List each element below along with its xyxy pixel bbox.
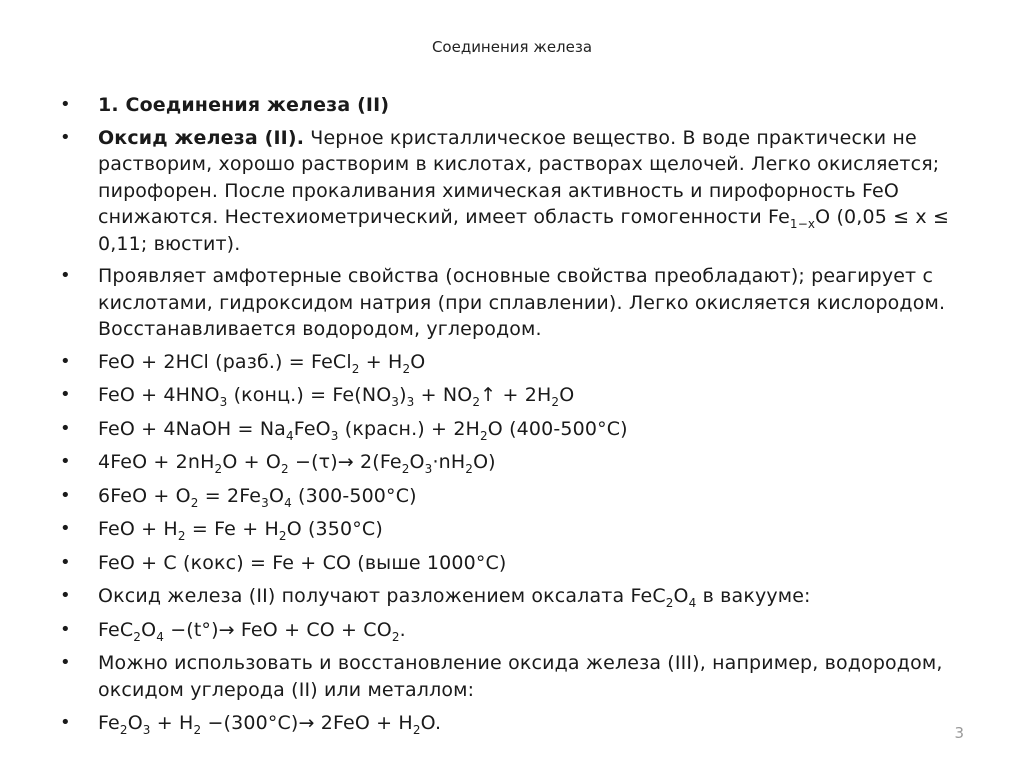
reaction-text: −(τ)→ 2(Fe	[288, 451, 402, 473]
reaction-item	[58, 550, 958, 577]
description-text: O	[673, 585, 689, 607]
subscript: 2	[391, 629, 400, 644]
reaction-text: + H	[150, 712, 194, 734]
reaction-text: O	[559, 384, 575, 406]
reaction-text: FeO + 2HCl (разб.) = FeCl	[98, 350, 352, 373]
subscript: 2	[472, 395, 481, 409]
description-text: Оксид железа (II) получают разложением оксалата FeC	[98, 585, 666, 607]
reaction-text: FeO + C (кокс) = Fe + CO (выше 1000°C)	[98, 551, 507, 574]
reaction-item	[58, 710, 958, 737]
subscript: 2	[133, 629, 142, 644]
reaction-text: O (350°C)	[286, 518, 383, 540]
reaction-item	[58, 416, 958, 443]
reaction-text: O (400-500°C)	[487, 417, 628, 440]
reaction-item	[58, 449, 958, 476]
reaction-item	[58, 382, 958, 409]
reaction-text: O)	[473, 451, 496, 473]
reaction-text: O.	[420, 712, 442, 734]
subscript: 3	[261, 495, 269, 510]
reaction-item	[58, 349, 958, 376]
formula-subscript: 1−x	[789, 217, 816, 231]
reaction-text: (300-500°C)	[291, 484, 417, 507]
subscript: 4	[156, 629, 164, 644]
bullet-list	[58, 92, 958, 744]
subscript: 2	[480, 428, 488, 443]
slide-title: Соединения железа	[431, 38, 593, 56]
reaction-text: ↑ + 2H	[480, 384, 552, 406]
reaction-text: FeO + 4HNO	[98, 384, 220, 406]
reaction-text: FeC	[98, 618, 134, 641]
subscript: 2	[119, 723, 128, 737]
reaction-text: + NO	[414, 384, 473, 406]
description-text: Черное кристаллическое вещество. В воде практически не растворим, хорошо растворим в кислотах, растворах щелочей. Легко окисляется; пирофорен. После прокаливания химическая активность и пирофорность FeO снижаются. Нестехиометрический, имеет область гомогенности	[98, 126, 940, 228]
reaction-text: O	[268, 484, 285, 507]
subscript: 2	[402, 361, 411, 376]
reaction-text: −(t°)→ FeO + CO + CO	[164, 618, 392, 641]
subscript: 3	[142, 723, 151, 737]
reaction-text: FeO + H	[98, 518, 178, 540]
reaction-text: (конц.) = Fe(NO	[227, 384, 392, 406]
reaction-text: FeO + 4NaOH = Na	[98, 417, 286, 440]
subscript: 4	[688, 596, 697, 610]
reaction-text: Fe	[98, 712, 120, 734]
list-item	[58, 92, 958, 119]
reaction-item	[58, 483, 958, 510]
list-item	[58, 650, 958, 703]
section-heading: 1. Соединения железа (II)	[98, 94, 390, 116]
reaction-text: (красн.) + 2H	[338, 417, 480, 440]
description-text: в вакууме:	[696, 585, 811, 607]
list-item	[58, 125, 958, 258]
subscript: 3	[219, 395, 228, 409]
subscript: 2	[193, 723, 202, 737]
term-heading: Оксид железа (II).	[98, 126, 305, 149]
reaction-text: FeO	[293, 417, 331, 440]
subscript: 2	[190, 495, 199, 510]
subscript: 3	[391, 395, 400, 409]
reaction-item	[58, 617, 958, 644]
subscript: 2	[401, 462, 410, 476]
subscript: 2	[177, 529, 186, 543]
reaction-text: O	[127, 712, 143, 734]
subscript: 4	[285, 428, 294, 443]
subscript: 2	[465, 462, 474, 476]
subscript: 4	[284, 495, 292, 510]
list-item	[58, 583, 958, 610]
reaction-text: O + O	[222, 451, 282, 473]
formula-text: O (0,05 ≤ x ≤ 0,11; вюстит).	[98, 206, 950, 255]
subscript: 2	[351, 361, 360, 376]
list-item	[58, 263, 958, 343]
page-number: 3	[954, 724, 964, 742]
subscript: 3	[424, 462, 433, 476]
reaction-text: .	[399, 618, 406, 641]
reaction-text: + H	[359, 350, 403, 373]
reaction-text: 6FeO + O	[98, 484, 191, 507]
formula-text: Fe	[768, 206, 790, 228]
subscript: 2	[665, 596, 674, 610]
reaction-text: = Fe + H	[185, 518, 279, 540]
reaction-text: O	[141, 618, 157, 641]
reaction-item	[58, 516, 958, 543]
subscript: 3	[406, 395, 415, 409]
subscript: 2	[551, 395, 560, 409]
reaction-text: ·nH	[432, 451, 466, 473]
reaction-text: O	[410, 350, 426, 373]
reaction-text: O	[409, 451, 425, 473]
subscript: 2	[281, 462, 289, 476]
reaction-text: = 2Fe	[198, 484, 262, 507]
reaction-text: )	[399, 384, 407, 406]
description-text: Можно использовать и восстановление оксида железа (III), например, водородом, оксидом углерода (II) или металлом:	[98, 652, 943, 701]
subscript: 2	[214, 462, 223, 476]
subscript: 3	[330, 428, 339, 443]
description-text: Проявляет амфотерные свойства (основные свойства преобладают); реагирует с кислотами, гидроксидом натрия (при сплавлении). Легко окисляется кислородом. Восстанавливается водородом, углеродом.	[98, 265, 946, 340]
reaction-text: −(300°C)→ 2FeO + H	[201, 712, 413, 734]
subscript: 2	[412, 723, 421, 737]
subscript: 2	[278, 529, 287, 543]
reaction-text: 4FeO + 2nH	[98, 451, 215, 473]
